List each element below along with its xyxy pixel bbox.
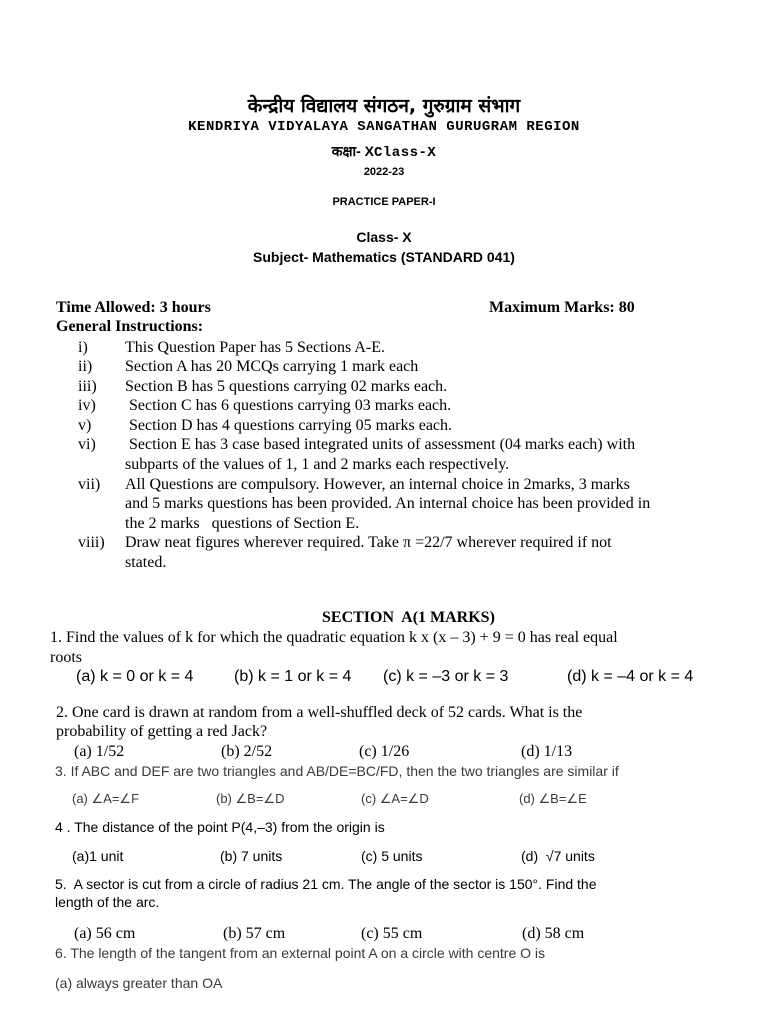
hindi-title: केन्द्रीय विद्यालय संगठन, गुरुग्राम संभाग (247, 95, 521, 117)
class-english: Class-X (374, 145, 437, 161)
question-5-text: 5. A sector is cut from a circle of radius 21 cm. The angle of the sector is 150°. Find the (55, 876, 597, 892)
question-2-text: 2. One card is drawn at random from a well-shuffled deck of 52 cards. What is the (56, 704, 583, 721)
option-b: (b) k = 1 or k = 4 (234, 668, 352, 685)
instruction-number: ii) (78, 358, 93, 375)
section-a-title: SECTION A(1 MARKS) (322, 609, 495, 626)
instruction-number: iii) (78, 378, 97, 395)
option-b: (b) 57 cm (223, 925, 286, 942)
instruction-number: i) (78, 339, 88, 356)
instruction-number: viii) (78, 534, 105, 551)
instruction-number: v) (78, 417, 92, 434)
question-3-text: 3. If ABC and DEF are two triangles and AB/DE=BC/FD, then the two triangles are similar if (55, 763, 619, 779)
maximum-marks: Maximum Marks: 80 (489, 299, 635, 316)
option-d: (d) k = –4 or k = 4 (567, 668, 694, 685)
option-a: (a) 56 cm (74, 925, 136, 942)
option-b: (b) ∠B=∠D (216, 791, 285, 806)
instruction-text: Section A has 20 MCQs carrying 1 mark each (125, 358, 419, 375)
question-2-text-continued: probability of getting a red Jack? (56, 723, 268, 740)
class-heading (0, 142, 768, 161)
subject-line: Subject- Mathematics (STANDARD 041) (253, 249, 515, 265)
option-d: (d) 1/13 (521, 743, 573, 760)
question-6-option-a: (a) always greater than OA (55, 975, 223, 991)
option-c: (c) 1/26 (359, 743, 410, 760)
instruction-text: Section D has 4 questions carrying 05 marks each. (125, 417, 453, 434)
instruction-text: This Question Paper has 5 Sections A-E. (125, 339, 385, 356)
option-d: (d) ∠B=∠E (519, 791, 587, 806)
instruction-text: subparts of the values of 1, 1 and 2 marks each respectively. (125, 456, 510, 473)
option-a: (a) ∠A=∠F (72, 791, 140, 806)
instruction-number: vi) (78, 436, 96, 453)
instruction-number: vii) (78, 476, 101, 493)
question-4-text: 4 . The distance of the point P(4,–3) from the origin is (55, 819, 385, 835)
class-hindi: कक्षा- X (331, 143, 374, 159)
option-c: (c) ∠A=∠D (361, 791, 429, 806)
instruction-text: Section C has 6 questions carrying 03 marks each. (125, 397, 452, 414)
instruction-text: Draw neat figures wherever required. Take π =22/7 wherever required if not (125, 534, 612, 551)
question-1-text-continued: roots (50, 649, 82, 666)
instruction-text: stated. (125, 554, 167, 571)
option-a: (a) k = 0 or k = 4 (76, 668, 194, 685)
option-b: (b) 7 units (220, 848, 283, 864)
general-instructions-title: General Instructions: (56, 318, 204, 335)
instruction-text: All Questions are compulsory. However, an internal choice in 2marks, 3 marks (125, 476, 630, 493)
option-c: (c) 5 units (361, 848, 423, 864)
option-c: (c) k = –3 or k = 3 (383, 668, 509, 685)
question-6-text: 6. The length of the tangent from an external point A on a circle with centre O is (55, 945, 546, 961)
instruction-text: Section E has 3 case based integrated units of assessment (04 marks each) with (125, 436, 636, 453)
option-d: (d) √7 units (521, 848, 595, 864)
option-b: (b) 2/52 (221, 743, 273, 760)
instruction-text: the 2 marks questions of Section E. (125, 515, 360, 532)
question-5-text-continued: length of the arc. (55, 894, 160, 910)
english-title: KENDRIYA VIDYALAYA SANGATHAN GURUGRAM REGION (188, 119, 580, 135)
class-line: Class- X (356, 229, 412, 245)
option-d: (d) 58 cm (522, 925, 585, 942)
time-allowed: Time Allowed: 3 hours (56, 299, 211, 316)
instruction-number: iv) (78, 397, 96, 414)
instruction-text: and 5 marks questions has been provided. An internal choice has been provided in (125, 495, 651, 512)
question-1-text: 1. Find the values of k for which the quadratic equation k x (x – 3) + 9 = 0 has real equal (50, 629, 618, 646)
option-a: (a)1 unit (72, 848, 124, 864)
option-a: (a) 1/52 (74, 743, 125, 760)
option-c: (c) 55 cm (361, 925, 423, 942)
year: 2022-23 (363, 166, 405, 178)
instruction-text: Section B has 5 questions carrying 02 marks each. (125, 378, 448, 395)
paper-type: PRACTICE PAPER-I (332, 196, 436, 208)
